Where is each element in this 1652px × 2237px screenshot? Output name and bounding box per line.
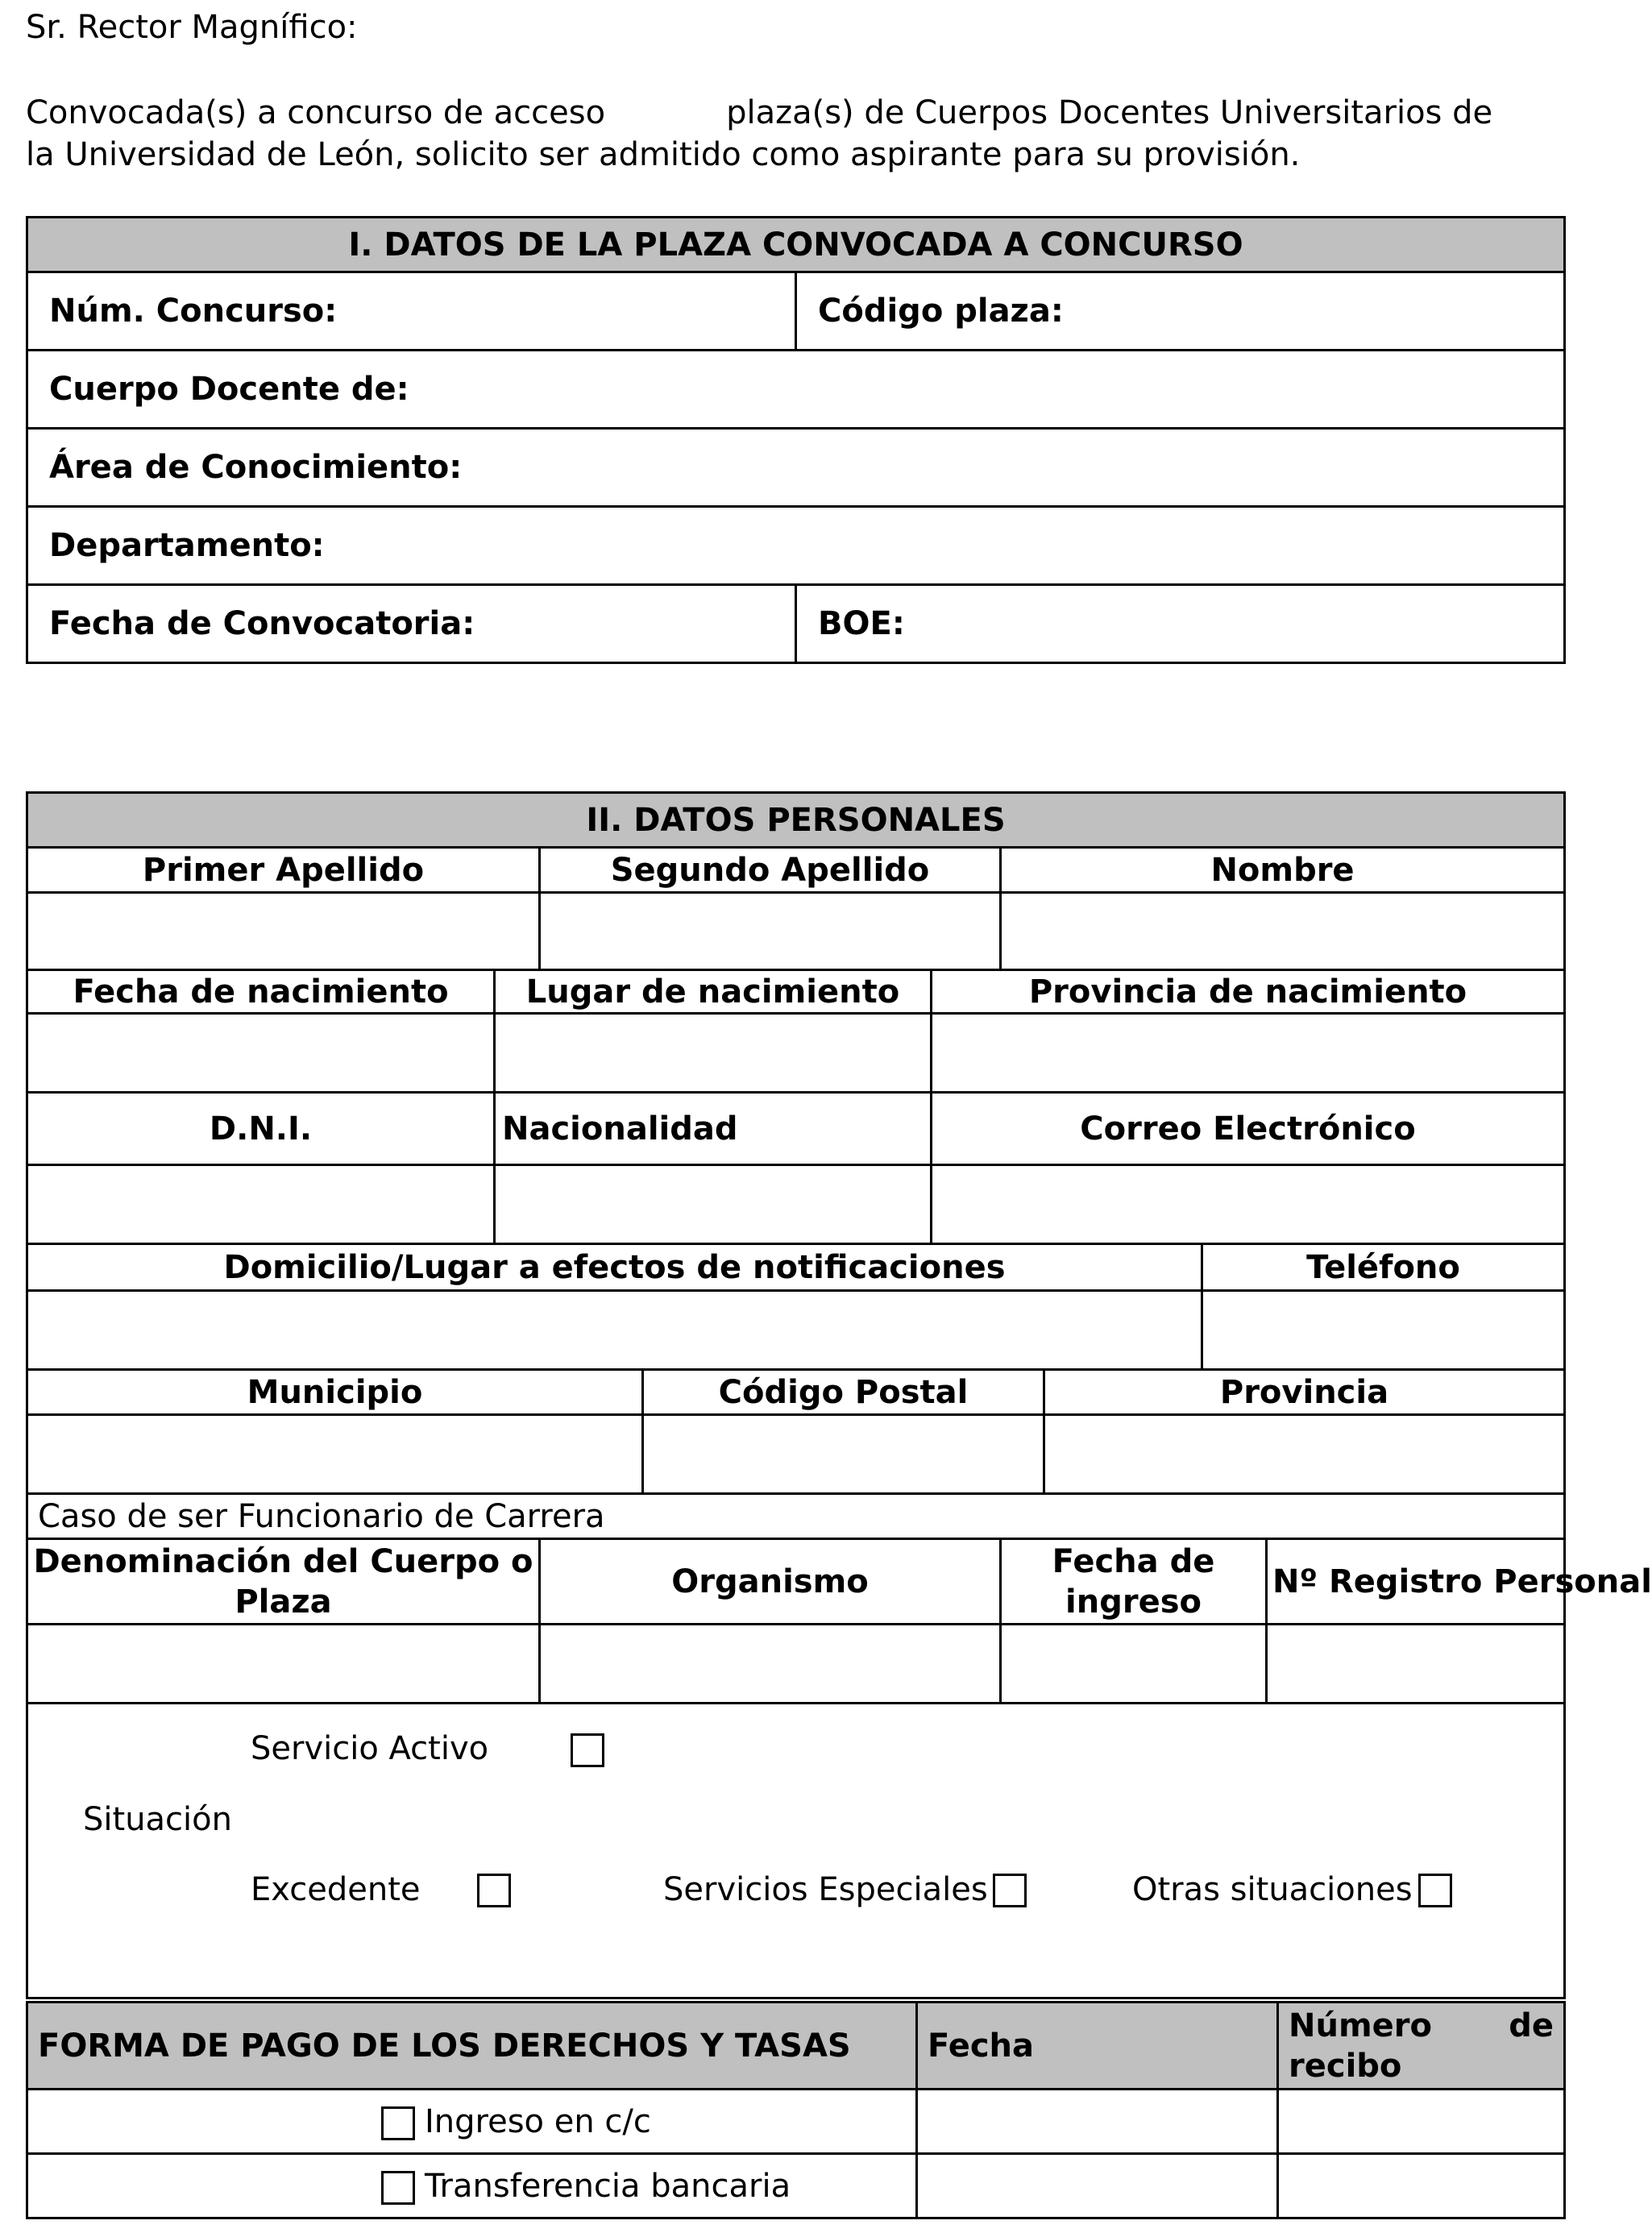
correo-input[interactable]: [932, 1165, 1565, 1244]
segundo-apellido-label: Segundo Apellido: [540, 848, 1001, 893]
departamento-field[interactable]: Departamento:: [27, 507, 1565, 585]
num-concurso-field[interactable]: Núm. Concurso:: [27, 272, 796, 351]
domicilio-label: Domicilio/Lugar a efectos de notificaciones: [27, 1244, 1202, 1291]
otras-situaciones-checkbox[interactable]: [1418, 1874, 1452, 1907]
intro-line-1a: Convocada(s) a concurso de acceso: [26, 94, 606, 131]
payment-fecha-input-2[interactable]: [917, 2154, 1278, 2218]
fecha-ingreso-input[interactable]: [1001, 1625, 1267, 1704]
codigo-postal-input[interactable]: [643, 1415, 1044, 1494]
section1-title: I. DATOS DE LA PLAZA CONVOCADA A CONCURSO: [27, 218, 1565, 272]
telefono-label: Teléfono: [1202, 1244, 1565, 1291]
telefono-input[interactable]: [1202, 1291, 1565, 1370]
denominacion-label: [27, 1539, 540, 1625]
ingreso-checkbox[interactable]: [381, 2106, 415, 2140]
salutation: Sr. Rector Magnífico:: [26, 9, 358, 46]
provincia-nacimiento-label: Provincia de nacimiento: [932, 970, 1565, 1014]
domicilio-input[interactable]: [27, 1291, 1202, 1370]
payment-fecha-label: Fecha: [917, 2003, 1278, 2090]
organismo-input[interactable]: [540, 1625, 1001, 1704]
fecha-nacimiento-input[interactable]: [27, 1014, 495, 1093]
situacion-label: Situación: [83, 1801, 232, 1838]
servicios-especiales-label: Servicios Especiales: [663, 1871, 988, 1908]
municipio-input[interactable]: [27, 1415, 643, 1494]
nacionalidad-input[interactable]: [495, 1165, 932, 1244]
municipio-label: Municipio: [27, 1370, 643, 1415]
lugar-nacimiento-input[interactable]: [495, 1014, 932, 1093]
payment-numero-l2: recibo: [1289, 2047, 1402, 2085]
servicios-especiales-checkbox[interactable]: [993, 1874, 1027, 1907]
payment-option-ingreso[interactable]: [27, 2090, 917, 2154]
intro-line-1: [26, 92, 1492, 134]
situacion-block: [27, 1704, 1565, 1998]
intro-line-2: la Universidad de León, solicito ser admitido como aspirante para su provisión.: [26, 136, 1301, 173]
excedente-checkbox[interactable]: [477, 1874, 511, 1907]
payment-numero-input-1[interactable]: [1278, 2090, 1565, 2154]
denominacion-label-l2: Plaza: [235, 1583, 332, 1621]
nombre-input[interactable]: [1001, 893, 1565, 970]
fecha-ingreso-label-l1: Fecha de: [1052, 1542, 1215, 1580]
fecha-convocatoria-field[interactable]: Fecha de Convocatoria:: [27, 585, 796, 663]
registro-input[interactable]: [1267, 1625, 1565, 1704]
correo-label: Correo Electrónico: [932, 1093, 1565, 1165]
section2-title: II. DATOS PERSONALES: [27, 793, 1565, 848]
provincia-nacimiento-input[interactable]: [932, 1014, 1565, 1093]
segundo-apellido-input[interactable]: [540, 893, 1001, 970]
denominacion-input[interactable]: [27, 1625, 540, 1704]
excedente-label: Excedente: [251, 1871, 421, 1908]
fecha-ingreso-label-l2: ingreso: [1065, 1583, 1202, 1621]
payment-numero-input-2[interactable]: [1278, 2154, 1565, 2218]
denominacion-label-l1: Denominación del Cuerpo o: [33, 1542, 533, 1580]
payment-numero-label: [1278, 2003, 1565, 2090]
servicio-activo-label: Servicio Activo: [251, 1730, 489, 1767]
provincia-label: Provincia: [1044, 1370, 1565, 1415]
lugar-nacimiento-label: Lugar de nacimiento: [495, 970, 932, 1014]
otras-situaciones-label: Otras situaciones: [1132, 1871, 1413, 1908]
fecha-nacimiento-label: Fecha de nacimiento: [27, 970, 495, 1014]
transferencia-label: Transferencia bancaria: [425, 2167, 791, 2205]
dni-label: D.N.I.: [27, 1093, 495, 1165]
registro-label: Nº Registro Personal: [1267, 1539, 1565, 1625]
provincia-input[interactable]: [1044, 1415, 1565, 1494]
area-field[interactable]: Área de Conocimiento:: [27, 429, 1565, 507]
payment-table: [26, 2001, 1566, 2219]
payment-numero-l1a: Número: [1289, 2007, 1432, 2044]
nombre-label: Nombre: [1001, 848, 1565, 893]
servicio-activo-checkbox[interactable]: [571, 1733, 604, 1767]
organismo-label: Organismo: [540, 1539, 1001, 1625]
primer-apellido-label: Primer Apellido: [27, 848, 540, 893]
payment-numero-l1b: de: [1509, 2007, 1554, 2044]
boe-field[interactable]: BOE:: [796, 585, 1565, 663]
primer-apellido-input[interactable]: [27, 893, 540, 970]
codigo-plaza-field[interactable]: Código plaza:: [796, 272, 1565, 351]
payment-option-transferencia[interactable]: [27, 2154, 917, 2218]
section2-table: [26, 791, 1652, 1999]
nacionalidad-label: Nacionalidad: [495, 1093, 932, 1165]
cuerpo-docente-field[interactable]: Cuerpo Docente de:: [27, 351, 1565, 429]
funcionario-label: Caso de ser Funcionario de Carrera: [27, 1494, 1565, 1539]
dni-input[interactable]: [27, 1165, 495, 1244]
intro-line-1b: plaza(s) de Cuerpos Docentes Universitarios de: [726, 94, 1493, 131]
transferencia-checkbox[interactable]: [381, 2171, 415, 2205]
ingreso-label: Ingreso en c/c: [425, 2102, 651, 2140]
payment-title: FORMA DE PAGO DE LOS DERECHOS Y TASAS: [27, 2003, 917, 2090]
payment-fecha-input-1[interactable]: [917, 2090, 1278, 2154]
codigo-postal-label: Código Postal: [643, 1370, 1044, 1415]
fecha-ingreso-label: [1001, 1539, 1267, 1625]
section1-table: [26, 216, 1566, 664]
